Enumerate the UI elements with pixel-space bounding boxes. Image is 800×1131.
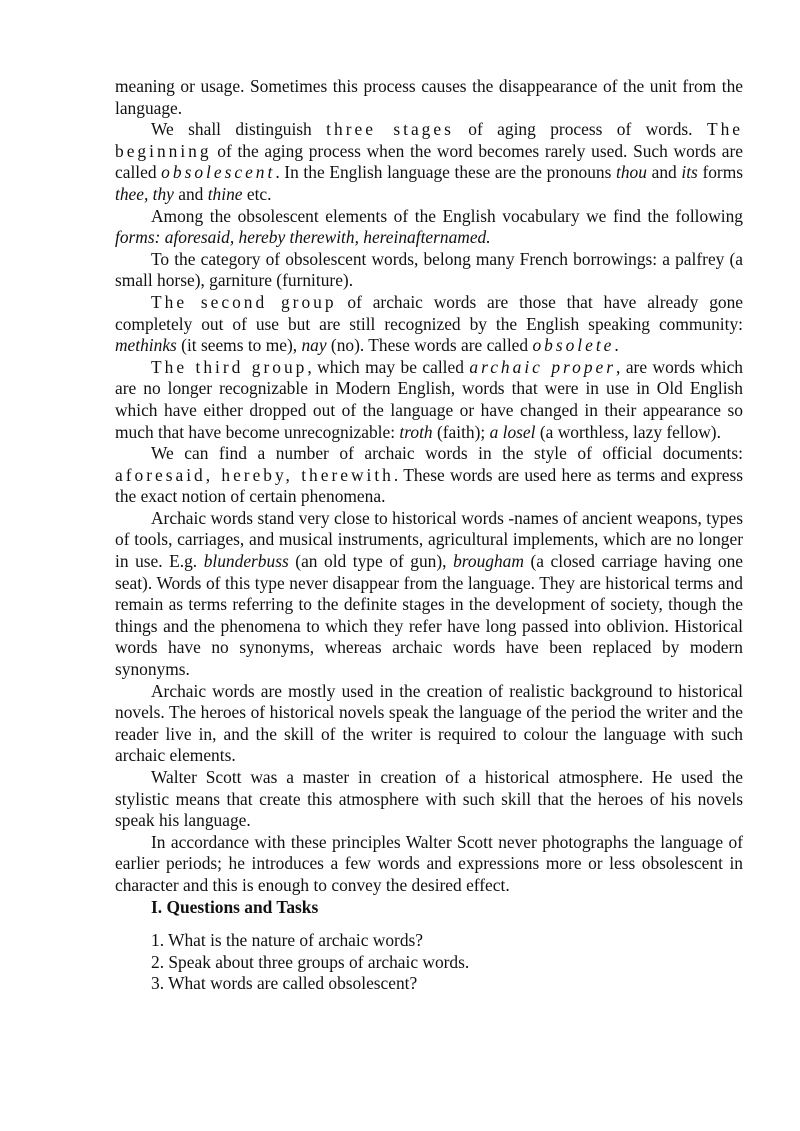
text-run: (an old type of gun),	[288, 551, 454, 572]
italic-word: methinks	[115, 335, 177, 356]
question-item: 2. Speak about three groups of archaic words.	[151, 951, 470, 972]
text-run: . In the English language these are the pronouns	[275, 162, 617, 183]
spaced-term: The second group	[151, 291, 337, 312]
text-run: (no). These words are called	[326, 335, 533, 356]
text-run: (faith);	[432, 421, 490, 442]
text-run: , which may be called	[307, 356, 470, 377]
text-run: forms	[697, 162, 744, 183]
text-run: and	[173, 183, 208, 204]
italic-word: nay	[301, 335, 327, 356]
text-run: of the aging process when the word becomes rarely used. Such words are called	[115, 140, 743, 183]
section-heading: I. Questions and Tasks	[151, 896, 319, 917]
question-item: 1. What is the nature of archaic words?	[151, 930, 424, 951]
text-run: , are words which are no longer recognizable in Modern English, words that were in use in Old English which have either dropped out of the language or have changed in their appearance so much that have become unrecognizable:	[115, 356, 743, 442]
spaced-italic-term: archaic proper	[469, 356, 617, 377]
spaced-term: aforesaid, hereby, therewith	[115, 464, 394, 485]
text-run: To the category of obsolescent words, belong many French borrowings: a palfrey (a small horse), garniture (furniture).	[115, 248, 743, 291]
text-run: .	[614, 335, 619, 356]
text-run: (a worthless, lazy fellow).	[535, 421, 721, 442]
text-run: We shall distinguish	[151, 119, 327, 140]
paragraph-stages	[115, 119, 743, 205]
text-run: We can find a number of archaic words in the style of official documents:	[151, 443, 743, 464]
italic-word: forms: aforesaid, hereby therewith, hereinafternamed.	[115, 227, 491, 248]
paragraph-second-group	[115, 292, 743, 357]
text-run: meaning or usage. Sometimes this process causes the disappearance of the unit from the language.	[115, 76, 743, 118]
italic-word: thee, thy	[115, 183, 174, 204]
text-run: Archaic words are mostly used in the creation of realistic background to historical novels. The heroes of historical novels speak the language of the period the writer and the reader live in, and the skill of the writer is required to colour the language with such archaic elements.	[115, 680, 743, 766]
text-run: of archaic words are those that have already gone completely out of use but are still recognized by the English speaking community:	[115, 291, 743, 334]
text-run: . These words are used here as terms and express the exact notion of certain phenomena.	[115, 464, 743, 507]
paragraph-historical-novels	[115, 681, 743, 767]
paragraph-walter-scott	[115, 767, 743, 832]
text-run: Among the obsolescent elements of the English vocabulary we find the following	[151, 205, 743, 226]
text-run: Archaic words stand very close to historical words -names of ancient weapons, types of tools, carriages, and musical instruments, agricultural implements, which are no longer in use. E.g.	[115, 507, 743, 572]
text-run: (a closed carriage having one seat). Words of this type never disappear from the language. They are historical terms and remain as terms referring to the definite stages in the development of society, though the things and the phenomena to which they refer have long passed into oblivion. Historical words have no synonyms, whereas archaic words have been replaced by modern synonyms.	[115, 551, 743, 680]
italic-word: brougham	[453, 551, 524, 572]
paragraph-french-borrowings	[115, 249, 743, 292]
italic-word: a losel	[489, 421, 536, 442]
italic-word: troth	[399, 421, 433, 442]
paragraph-official-documents	[115, 443, 743, 508]
spaced-term: The beginning	[115, 119, 743, 161]
text-run: etc.	[242, 183, 272, 204]
spaced-term: The third group	[151, 356, 308, 377]
italic-word: thine	[207, 183, 243, 204]
document-page	[115, 76, 743, 995]
italic-word: thou	[616, 162, 647, 183]
paragraph-obsolescent-elements	[115, 206, 743, 249]
paragraph-historical-words	[115, 508, 743, 681]
text-run: and	[646, 162, 682, 183]
paragraph-third-group	[115, 357, 743, 443]
spaced-term: three stages	[326, 119, 454, 140]
italic-word: blunderbuss	[203, 551, 289, 572]
text-run: Walter Scott was a master in creation of a historical atmosphere. He used the stylistic means that create this atmosphere with such skill that the heroes of his novels speak his language.	[115, 767, 743, 831]
spaced-italic-term: obsolete	[532, 335, 615, 356]
italic-word: its	[681, 162, 698, 183]
text-run: of aging process of words.	[453, 119, 707, 140]
paragraph-principles	[115, 832, 743, 897]
question-item: 3. What words are called obsolescent?	[151, 973, 418, 994]
spaced-italic-term: obsolescent	[161, 162, 276, 183]
text-run: (it seems to me),	[176, 335, 302, 356]
paragraph-0	[115, 76, 743, 119]
text-run: In accordance with these principles Walter Scott never photographs the language of earlier periods; he introduces a few words and expressions more or less obsolescent in character and this is enough to convey the desired effect.	[115, 831, 743, 895]
